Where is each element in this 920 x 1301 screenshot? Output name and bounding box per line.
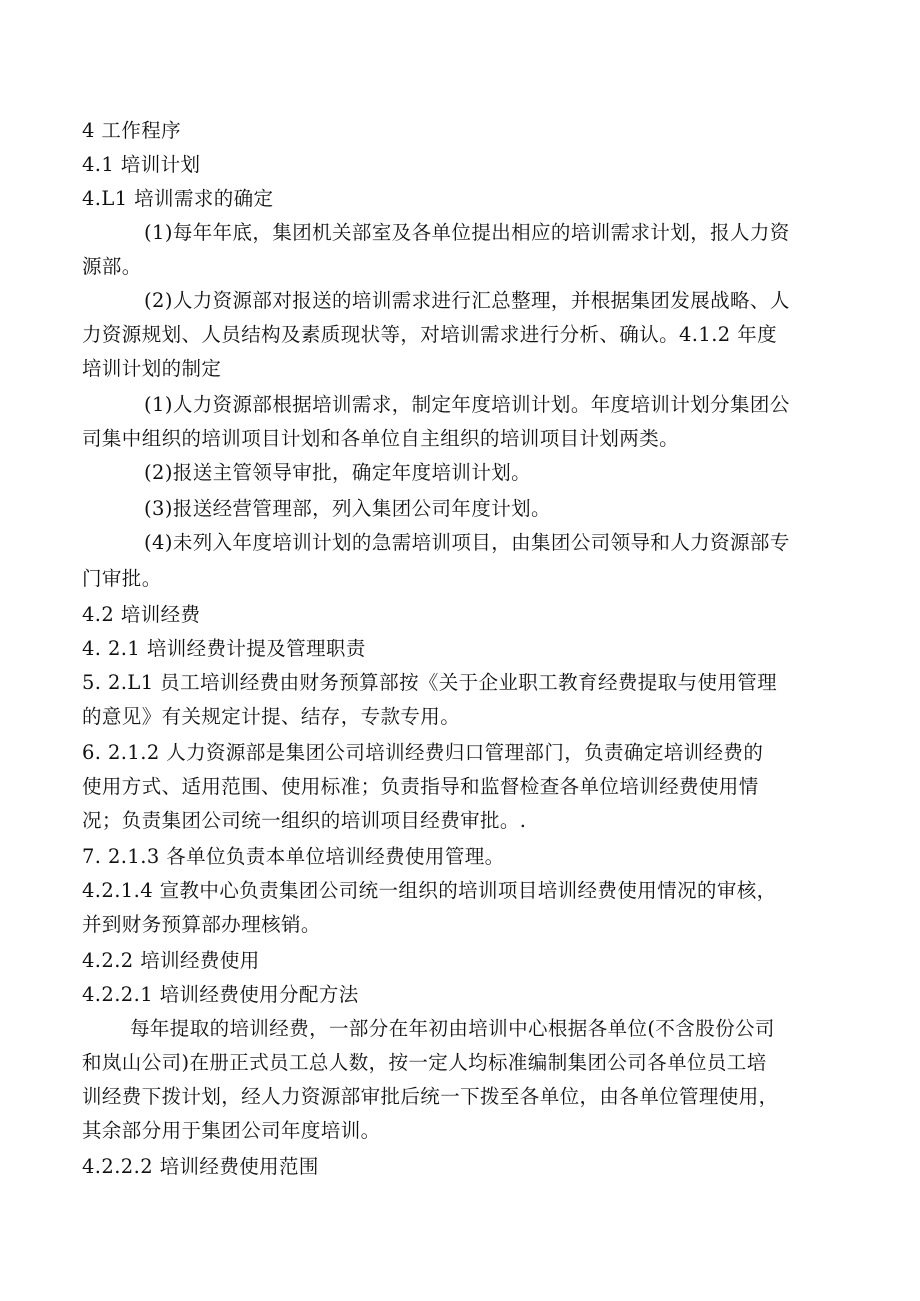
paragraph-line: 使用方式、适用范围、使用标准；负责指导和监督检查各单位培训经费使用情	[82, 775, 759, 798]
section-heading: 4.1 培训计划	[82, 153, 201, 176]
paragraph-line: 培训计划的制定	[82, 357, 222, 380]
paragraph-line: 和岚山公司)在册正式员工总人数，按一定人均标准编制集团公司各单位员工培	[82, 1051, 767, 1074]
paragraph-line: 6. 2.1.2 人力资源部是集团公司培训经费归口管理部门，负责确定培训经费的	[82, 741, 764, 764]
paragraph-line: 司集中组织的培训项目计划和各单位自主组织的培训项目计划两类。	[82, 427, 680, 450]
section-heading: 4. 2.1 培训经费计提及管理职责	[82, 637, 366, 660]
paragraph-line: 的意见》有关规定计提、结存，专款专用。	[82, 705, 461, 728]
section-heading: 4 工作程序	[82, 119, 182, 142]
paragraph-line: 门审批。	[82, 567, 162, 590]
paragraph-line: 4.2.1.4 宣教中心负责集团公司统一组织的培训项目培训经费使用情况的审核，	[82, 879, 777, 902]
paragraph-line: 并到财务预算部办理核销。	[82, 913, 321, 936]
paragraph-line: 7. 2.1.3 各单位负责本单位培训经费使用管理。	[82, 845, 505, 868]
paragraph-line: (1)每年年底，集团机关部室及各单位提出相应的培训需求计划，报人力资	[144, 221, 790, 244]
section-heading: 4.2.2 培训经费使用	[82, 949, 260, 972]
paragraph-line: (1)人力资源部根据培训需求，制定年度培训计划。年度培训计划分集团公	[144, 393, 790, 416]
paragraph-line: 源部。	[82, 255, 142, 278]
section-heading: 4.L1 培训需求的确定	[82, 187, 274, 210]
paragraph-line: 5. 2.L1 员工培训经费由财务预算部按《关于企业职工教育经费提取与使用管理	[82, 671, 778, 694]
paragraph-line: 每年提取的培训经费，一部分在年初由培训中心根据各单位(不含股份公司	[130, 1017, 775, 1040]
paragraph-line: (4)未列入年度培训计划的急需培训项目，由集团公司领导和人力资源部专	[144, 531, 790, 554]
paragraph-line: (3)报送经营管理部，列入集团公司年度计划。	[144, 497, 551, 520]
section-heading: 4.2 培训经费	[82, 603, 201, 626]
paragraph-line: 况；负责集团公司统一组织的培训项目经费审批。.	[82, 809, 527, 832]
paragraph-line: (2)报送主管领导审批，确定年度培训计划。	[144, 461, 532, 484]
paragraph-line: (2)人力资源部对报送的培训需求进行汇总整理，并根据集团发展战略、人	[144, 289, 790, 312]
paragraph-line: 训经费下拨计划，经人力资源部审批后统一下拨至各单位，由各单位管理使用，	[82, 1085, 779, 1108]
section-heading: 4.2.2.1 培训经费使用分配方法	[82, 983, 359, 1006]
paragraph-line: 力资源规划、人员结构及素质现状等，对培训需求进行分析、确认。4.1.2 年度	[82, 323, 778, 346]
section-heading: 4.2.2.2 培训经费使用范围	[82, 1155, 319, 1178]
paragraph-line: 其余部分用于集团公司年度培训。	[82, 1119, 381, 1142]
